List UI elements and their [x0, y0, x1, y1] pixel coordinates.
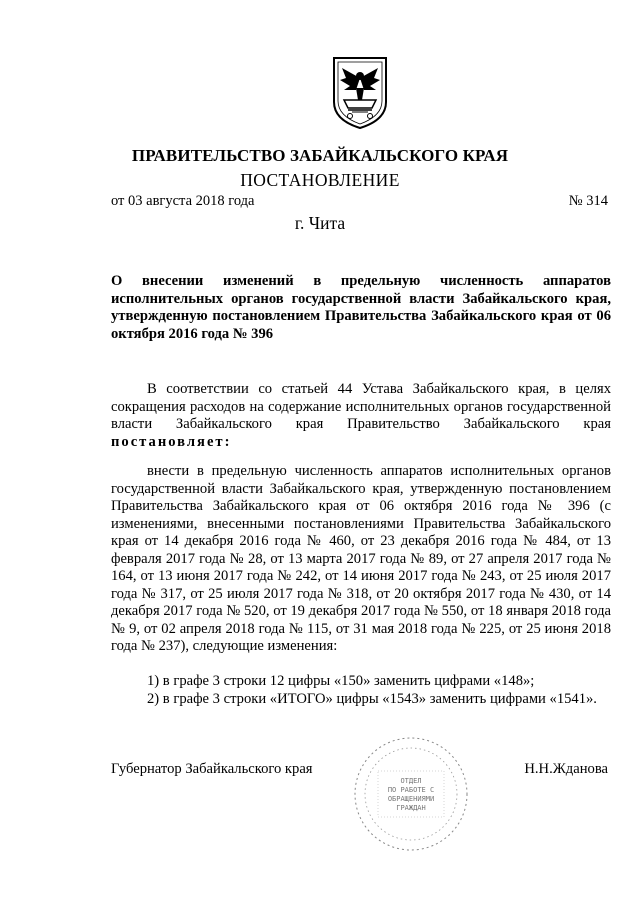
document-number: № 314 — [568, 193, 608, 209]
change-item-1: 1) в графе 3 строки 12 цифры «150» заменить цифрами «148»; — [147, 673, 535, 689]
document-date: от 03 августа 2018 года — [111, 193, 255, 209]
svg-text:ОТДЕЛ: ОТДЕЛ — [400, 777, 422, 785]
document-type: ПОСТАНОВЛЕНИЕ — [240, 170, 400, 190]
coat-of-arms-icon — [330, 54, 390, 130]
decree-word: постановляет: — [111, 433, 232, 450]
change-item-2: 2) в графе 3 строки «ИТОГО» цифры «1543» заменить цифрами «1541». — [147, 691, 597, 707]
document-city: г. Чита — [294, 213, 346, 233]
intro-paragraph — [111, 381, 611, 451]
svg-text:ПО РАБОТЕ С: ПО РАБОТЕ С — [387, 786, 435, 794]
svg-text:ГРАЖДАН: ГРАЖДАН — [396, 804, 426, 812]
document-title: О внесении изменений в предельную численность аппаратов исполнительных органов государственной власти Забайкальского края, утвержденную постановлением Правительства Забайкальского края от 06 октября 2016 года № 396 — [111, 273, 611, 342]
body-paragraph: внести в предельную численность аппаратов исполнительных органов государственной власти Забайкальского края, утвержденную постановлением Правительства Забайкальского края от 06 октября 2016 года № 396 (с изменениями, внесенными постановлениями Правительства Забайкальского края от 14 декабря 2016 года № 460, от 23 декабря 2016 года № 484, от 13 февраля 2017 года № 28, от 13 марта 2017 года № 89, от 27 апреля 2017 года № 164, от 13 июня 2017 года № 242, от 14 июня 2017 года № 243, от 25 июля 2017 года № 317, от 25 июля 2017 года № 318, от 20 октября 2017 года № 430, от 14 декабря 2017 года № 520, от 19 декабря 2017 года № 550, от 18 января 2018 года № 9, от 02 апреля 2018 года № 115, от 31 мая 2018 года № 225, от 25 июня 2018 года № 237), следующие изменения: — [111, 463, 611, 654]
government-name: ПРАВИТЕЛЬСТВО ЗАБАЙКАЛЬСКОГО КРАЯ — [131, 146, 509, 165]
svg-text:ОБРАЩЕНИЯМИ: ОБРАЩЕНИЯМИ — [387, 795, 435, 803]
signatory-position: Губернатор Забайкальского края — [111, 761, 313, 777]
signatory-name: Н.Н.Жданова — [524, 761, 608, 777]
intro-text: В соответствии со статьей 44 Устава Забайкальского края, в целях сокращения расходов на содержание исполнительных органов государственной власти Забайкальского края Правительство Забайкальского края — [111, 381, 611, 432]
official-seal-stamp-icon — [352, 735, 470, 853]
